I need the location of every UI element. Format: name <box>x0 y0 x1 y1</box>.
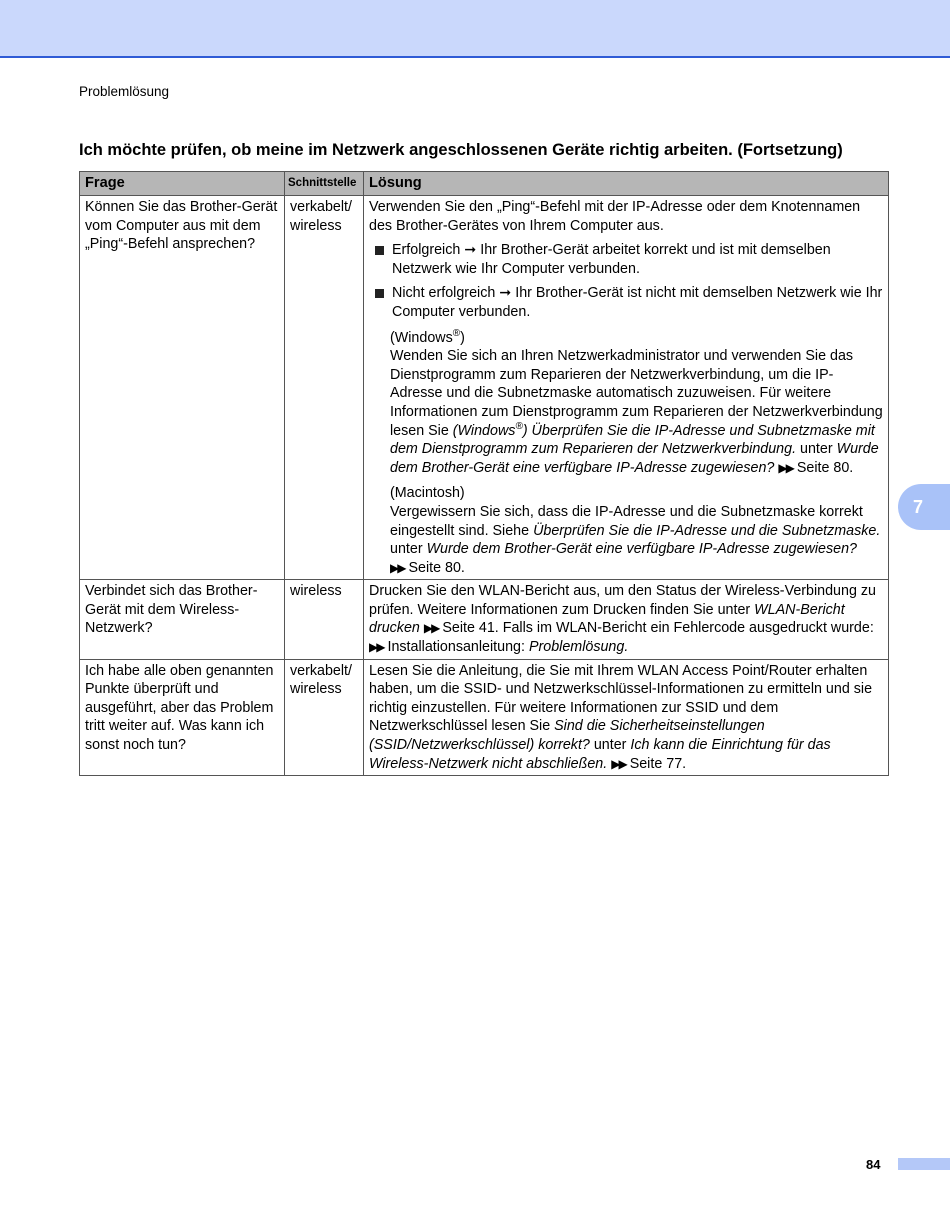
macintosh-label: (Macintosh) <box>390 485 465 502</box>
bullet-item <box>373 241 883 278</box>
chapter-tab[interactable]: 7 <box>898 484 950 530</box>
double-arrow-icon: ▶▶ <box>611 756 626 771</box>
page-reference[interactable]: Seite 80. <box>408 559 465 576</box>
bullet-text: Nicht erfolgreich ➞ Ihr Brother-Gerät ist nicht mit demselben Netzwerk wie Ihr Computer verbunden. <box>392 285 883 320</box>
reference-link-2[interactable]: Ich kann die Einrichtung für das Wireless-Netzwerk nicht abschließen. <box>369 737 831 772</box>
question-cell: Verbindet sich das Brother-Gerät mit dem Wireless-Netzwerk? <box>80 580 285 659</box>
double-arrow-icon: ▶▶ <box>369 640 384 655</box>
question-cell: Ich habe alle oben genannten Punkte überprüft und ausgeführt, aber das Problem tritt weiter auf. Was kann ich sonst noch tun? <box>80 659 285 776</box>
solution-cell <box>364 196 889 580</box>
guide-reference-link[interactable]: Problemlösung. <box>528 639 629 656</box>
column-header-schnittstelle: Schnittstelle <box>285 172 364 196</box>
column-header-loesung: Lösung <box>364 172 889 196</box>
page-reference[interactable]: Seite 41. <box>442 620 499 637</box>
question-cell: Können Sie das Brother-Gerät vom Computer aus mit dem „Ping“-Befehl ansprechen? <box>80 196 285 580</box>
header-band <box>0 0 950 58</box>
table-row <box>80 196 889 580</box>
windows-reference-link-2[interactable]: Wurde dem Brother-Gerät eine verfügbare IP-Adresse zugewiesen? <box>390 441 879 476</box>
section-label: Problemlösung <box>79 84 170 99</box>
solution-cell: Lesen Sie die Anleitung, die Sie mit Ihrem WLAN Access Point/Router erhalten haben, um die SSID- und Netzwerkschlüssel-Informationen zu ermitteln und sie richtig einzustellen. Für weitere Informationen zur SSID und dem Netzwerkschlüssel lesen Sie Sind die Sicherheitseinstellungen (SSID/Netzwerkschlüssel) korrekt? unter Ich kann die Einrichtung für das Wireless-Netzwerk nicht abschließen. ▶▶ Seite 77. <box>364 659 889 776</box>
double-arrow-icon: ▶▶ <box>390 560 405 575</box>
page-heading: Ich möchte prüfen, ob meine im Netzwerk angeschlossenen Geräte richtig arbeiten. (Fortsetzung) <box>79 141 843 159</box>
square-bullet-icon <box>375 289 384 298</box>
macintosh-reference-link[interactable]: Überprüfen Sie die IP-Adresse und die Subnetzmaske. <box>533 522 881 539</box>
windows-block: (Windows®) Wenden Sie sich an Ihren Netzwerkadministrator und verwenden Sie das Dienstprogramm zum Reparieren der Netzwerkverbindung, um die IP-Adresse und die Subnetzmaske automatisch zuzuweisen. Für weitere Informationen zum Dienstprogramm zum Reparieren der Netzwerkverbindung lesen Sie (Windows®) Überprüfen Sie die IP-Adresse und Subnetzmaske mit dem Dienstprogramm zum Reparieren der Netzwerkverbindung. unter Wurde dem Brother-Gerät eine verfügbare IP-Adresse zugewiesen? ▶▶ Seite 80. <box>390 327 883 476</box>
macintosh-reference-link-2[interactable]: Wurde dem Brother-Gerät eine verfügbare IP-Adresse zugewiesen? <box>426 541 858 558</box>
table-header-row <box>80 172 889 196</box>
interface-cell: wireless <box>285 580 364 659</box>
windows-text: Wenden Sie sich an Ihren Netzwerkadministrator und verwenden Sie das Dienstprogramm zum Reparieren der Netzwerkverbindung, um die IP-Adresse und die Subnetzmaske automatisch zuzuweisen. Für weitere Informationen zum Dienstprogramm zum Reparieren der Netzwerkverbindung lesen Sie <box>390 348 883 439</box>
bullet-text: Erfolgreich ➞ Ihr Brother-Gerät arbeitet korrekt und ist mit demselben Netzwerk wie Ihr Computer verbunden. <box>392 242 831 277</box>
interface-cell: verkabelt/ wireless <box>285 659 364 776</box>
interface-cell: verkabelt/ wireless <box>285 196 364 580</box>
page-number-bar <box>898 1158 950 1170</box>
windows-reference-link[interactable]: (Windows®) Überprüfen Sie die IP-Adresse und Subnetzmaske mit dem Dienstprogramm zum Reparieren der Netzwerkverbindung. <box>390 420 875 458</box>
macintosh-text: Vergewissern Sie sich, dass die IP-Adresse und die Subnetzmaske korrekt eingestellt sind. Siehe <box>390 503 863 539</box>
page-reference[interactable]: Seite 77. <box>629 755 687 772</box>
troubleshooting-table <box>79 171 889 776</box>
double-arrow-icon: ▶▶ <box>423 621 439 636</box>
solution-cell: Drucken Sie den WLAN-Bericht aus, um den Status der Wireless-Verbindung zu prüfen. Weitere Informationen zum Drucken finden Sie unter WLAN-Bericht drucken ▶▶ Seite 41. Falls im WLAN-Bericht ein Fehlercode ausgedruckt wurde: ▶▶ Installationsanleitung: Problemlösung. <box>364 580 889 659</box>
bullet-item <box>373 284 883 321</box>
windows-label: (Windows®) <box>390 327 465 346</box>
column-header-frage: Frage <box>80 172 285 196</box>
reference-link[interactable]: WLAN-Bericht drucken <box>369 601 845 637</box>
double-arrow-icon: ▶▶ <box>778 460 793 475</box>
page-number: 84 <box>866 1157 881 1172</box>
table-row <box>80 659 889 776</box>
solution-intro: Verwenden Sie den „Ping“-Befehl mit der IP-Adresse oder dem Knotennamen des Brother-Gerätes von Ihrem Computer aus. <box>369 199 861 234</box>
reference-link[interactable]: Sind die Sicherheitseinstellungen (SSID/Netzwerkschlüssel) korrekt? <box>369 718 765 754</box>
square-bullet-icon <box>375 246 384 255</box>
macintosh-block: (Macintosh) Vergewissern Sie sich, dass die IP-Adresse und die Subnetzmaske korrekt eingestellt sind. Siehe Überprüfen Sie die IP-Adresse und die Subnetzmaske. unter Wurde dem Brother-Gerät eine verfügbare IP-Adresse zugewiesen? ▶▶ Seite 80. <box>390 484 883 577</box>
table-row <box>80 580 889 659</box>
page-reference[interactable]: Seite 80. <box>796 459 854 476</box>
